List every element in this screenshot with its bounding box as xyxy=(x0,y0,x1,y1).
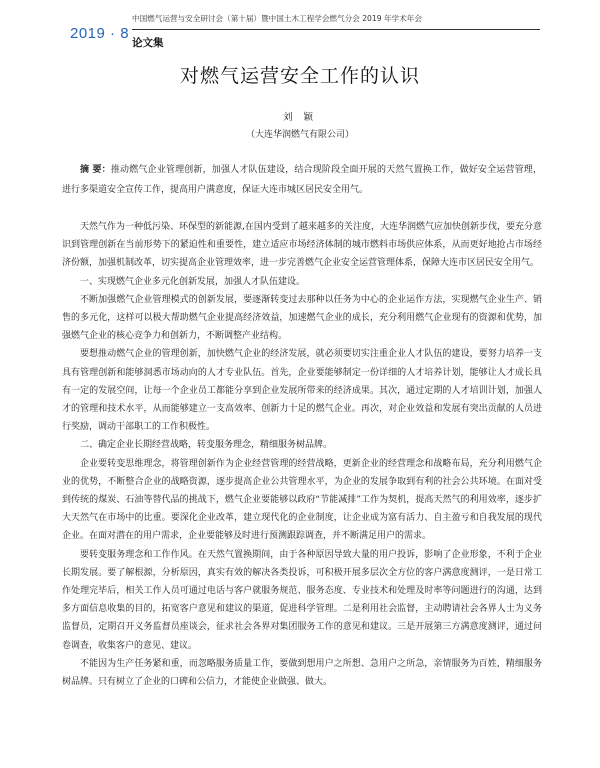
abstract-label: 摘 要： xyxy=(80,165,111,175)
conference-name: 中国燃气运营与安全研讨会（第十届）暨中国土木工程学会燃气分会 2019 年学术年会 xyxy=(132,14,422,23)
section-heading-2: 二、确定企业长期经营战略，转变服务理念，精细服务树品牌。 xyxy=(80,440,333,451)
paragraph: 不能因为生产任务紧和重，而忽略服务质量工作，要做到想用户之所想、急用户之所急，亲情服务为百姓，精细服务树品牌。只有树立了企业的口碑和公信力，才能使企业做强、做大。 xyxy=(62,658,542,688)
paragraph-intro: 天然气作为一种低污染、环保型的新能源,在国内受到了越来越多的关注度，大连华润燃气应加快创新步伐，要充分意识到管理创新在当前形势下的紧迫性和重要性，建立适应市场经济体制的城市燃料市场供应体系，从而更好地抢占市场经济份额，加强机制改革，切实提高企业管理效率，进一步完善燃气企业安全运营管理体系，保障大连市区居民安全用气。 xyxy=(62,222,542,269)
author-affiliation: （大连华润燃气有限公司） xyxy=(245,130,354,140)
abstract xyxy=(62,160,542,200)
author-name: 刘 颖 xyxy=(282,112,318,123)
article-body xyxy=(62,218,542,691)
paragraph: 要想推动燃气企业的管理创新，加快燃气企业的经济发展，就必须要切实注重企业人才队伍的建设，要努力培养一支具有管理创新和能够洞悉市场动向的人才专业队伍。首先，企业要能够制定一份详细的人才培养计划，能够让人才成长具有一定的发展空间，让每一个企业员工都能分享到企业发展所带来的经济成果。其次，通过定期的人才培训计划，加强人才的管理和技术水平，从而能够建立一支高效率、创新力十足的燃气企业。再次，对企业效益和发展有突出贡献的人员进行奖励，调动干部职工的工作积极性。 xyxy=(62,349,542,433)
paragraph: 不断加强燃气企业管理模式的创新发展，要逐渐转变过去那种以任务为中心的企业运作方法，实现燃气企业生产、销售的多元化，这样可以极大帮助燃气企业提高经济效益，加速燃气企业的成长，充分利用燃气企业现有的资源和优势，加强燃气企业的核心竞争力和创新力，不断调整产业结构。 xyxy=(62,294,542,342)
article-title: 对燃气运营安全工作的认识 xyxy=(179,65,420,87)
paragraph: 要转变服务理念和工作作风。在天然气置换期间，由于各种原因导致大量的用户投诉，影响了企业形象，不利于企业长期发展。要了解根源，分析原因，真实有效的解决各类投诉，可积极开展多层次全方位的客户满意度测评，一是日常工作处理完毕后，相关工作人员可通过电话与客户就服务规范、服务态度、专业技术和处理及时率等问题进行的沟通，达到多方面信息收集的目的，拓宽客户意见和建议的渠道，促进科学管理。二是利用社会监督，主动聘请社会各界人士为义务监督员，定期召开义务监督员座谈会，征求社会各界对集团服务工作的意见和建议。三是开展第三方满意度测评，通过问卷调查，收集客户的意见、建议。 xyxy=(62,549,542,651)
section-heading-1: 一、实现燃气企业多元化创新发展，加强人才队伍建设。 xyxy=(80,276,306,287)
page-header xyxy=(0,0,600,54)
header-divider xyxy=(132,29,540,30)
proceedings-label: 论文集 xyxy=(132,37,164,49)
abstract-text: 推动燃气企业管理创新，加强人才队伍建设，结合现阶段全面开展的天然气置换工作，做好安全运营管理，进行多渠道安全宣传工作，提高用户满意度，保证大连市城区居民安全用气。 xyxy=(62,165,542,195)
issue-year: 2019 · 8 xyxy=(70,25,130,42)
paragraph: 企业要转变思维理念，将管理创新作为企业经营管理的经营战略，更新企业的经营理念和战略布局，充分利用燃气企业的优势，不断整合企业的战略资源，逐步提高企业公共管理水平，为企业的发展争取到有利的社会公共环境。在面对受到传统的煤炭、石油等替代品的挑战下，燃气企业要能够以政府“节能减排”工作为契机，提高天然气的利用效率，逐步扩大天然气在市场中的比重。要深化企业改革，建立现代化的企业制度，让企业成为富有活力、自主盈亏和自我发展的现代企业。在面对潜在的用户需求，企业要能够及时进行预测跟踪调查，并不断满足用户的需求。 xyxy=(62,458,542,542)
